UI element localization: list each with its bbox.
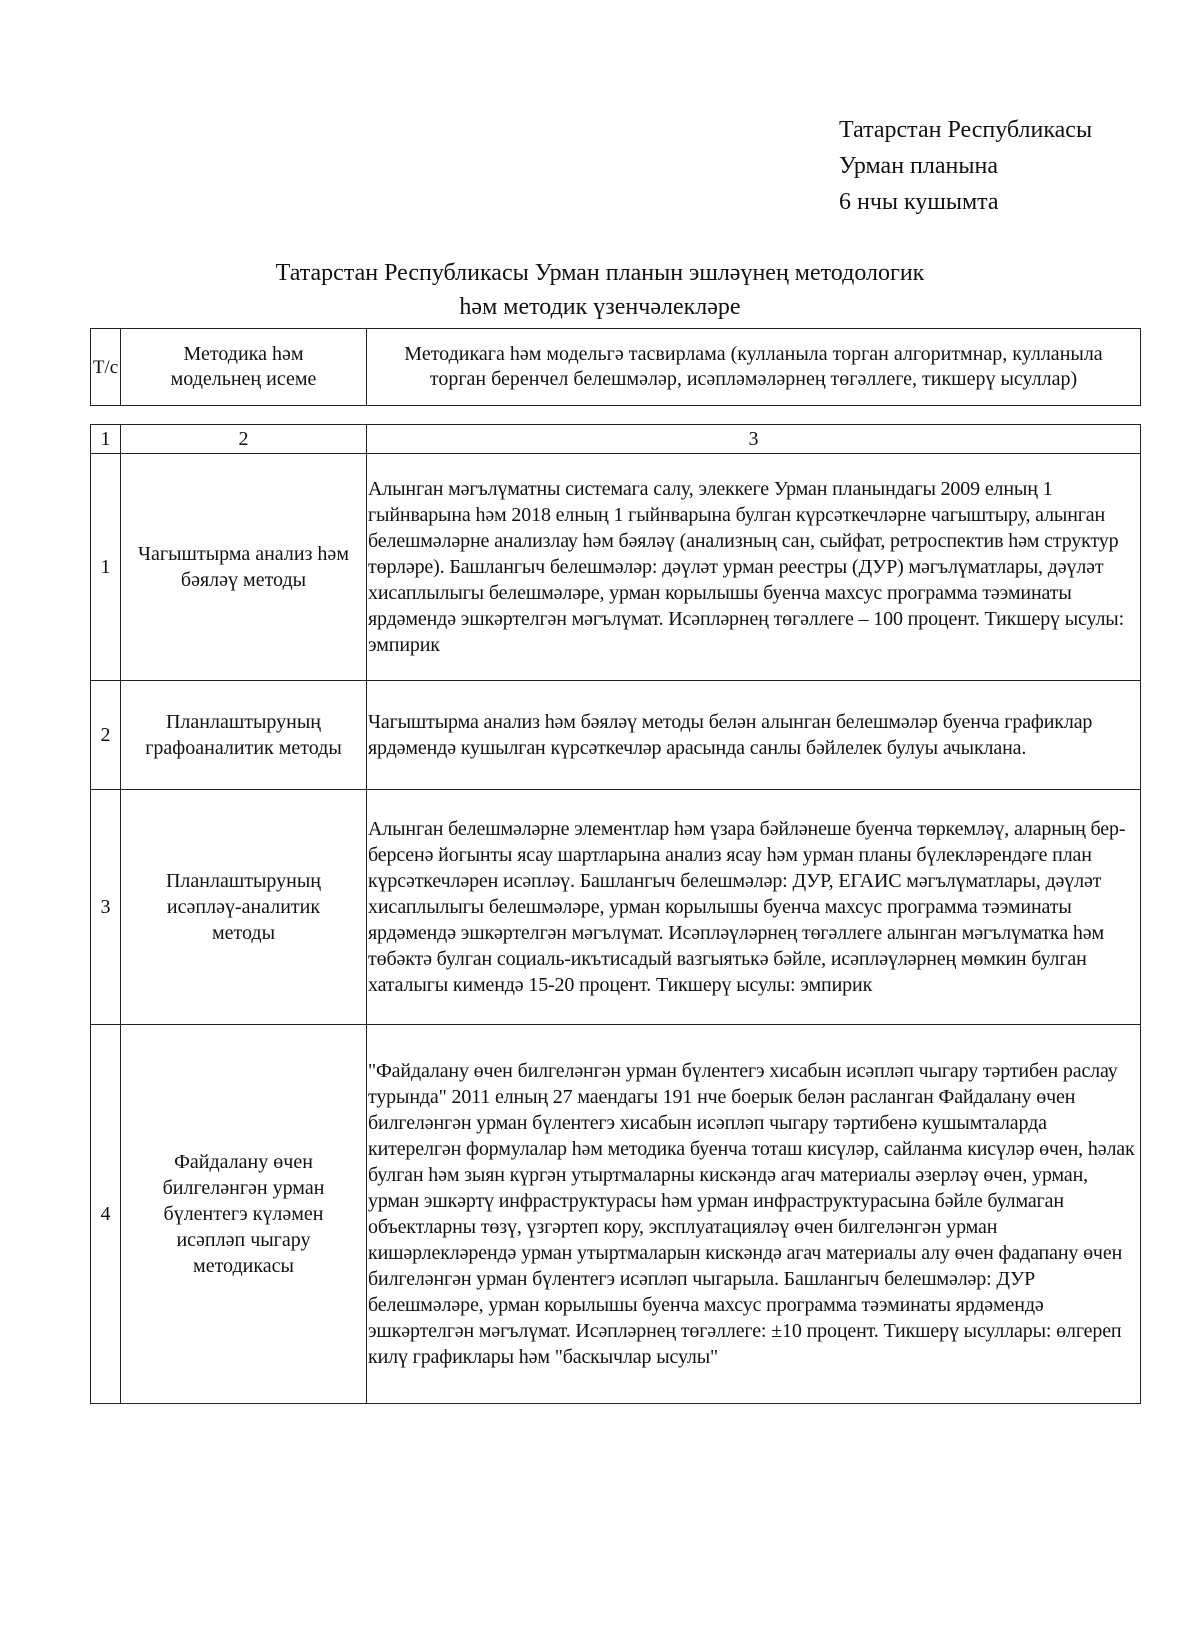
- appendix-line-number: 6 нчы кушымта: [839, 189, 999, 215]
- method-name: Планлаштыруның исәпләү-аналитик методы: [121, 790, 367, 1025]
- document-title-line-1: Татарстан Республикасы Урман планын эшләүнең методологик: [275, 260, 925, 286]
- method-name: Файдалану өчен билгеләнгән урман бүлентегэ күләмен исәпләп чыгару методикасы: [121, 1025, 367, 1404]
- table-header-row: [91, 329, 1141, 406]
- column-number-cell: 3: [367, 425, 1141, 454]
- method-description: Алынган мәгълүматны системага салу, элеккеге Урман планындагы 2009 елның 1 гыйнварына һәм 2018 елның 1 гыйнварына булган күрсәткечләрне чагыштыру, алынган белешмәләрне анализлау һәм бәяләү (анализның сан, сыйфат, ретроспектив һәм структур төрләре). Башлангыч белешмәләр: дәүләт урман реестры (ДУР) мәгълүматлары, дәүләт хисаплылыгы белешмәләре, урман корылышы буенча махсус программа тәэминаты ярдәмендә эшкәртелгән мәгълүмат. Исәпләрнең төгәллеге – 100 процент. Тикшерү ысулы: эмпирик: [367, 454, 1141, 681]
- appendix-line-forest-plan: Урман планына: [839, 153, 998, 179]
- method-description: "Файдалану өчен билгеләнгән урман бүлентегэ хисабын исәпләп чыгару тәртибен раслау турында" 2011 елның 27 маендагы 191 нче боерык белән расланган Файдалану өчен билгеләнгән урман бүлентегэ хисабын исәпләп чыгару тәртибенә кушымталарда китерелгән формулалар һәм методика буенча тоташ кисүләр, сайланма кисүләр өчен, һәлак булган һәм зыян күргән утыртмаларны кискәндә агач материалы әзерләү өчен, урман, урман эшкәртү инфраструктурасы һәм урман инфраструктурасына бәйле булмаган объектларны төзү, үзгәртеп кору, эксплуатацияләү өчен билгеләнгән урман кишәрлекләрендә урман утыртмаларын кискәндә агач материалы алу өчен фадапану өчен билгеләнгән урман бүлентегэ исәпләп чыгарыла. Башлангыч белешмәләр: ДУР белешмәләре, урман корылышы буенча махсус программа тәэминаты ярдәмендә эшкәртелгән мәгълүмат. Исәпләрнең төгәллеге: ±10 процент. Тикшерү ысуллары: өлгереп килү графиклары һәм "баскычлар ысулы": [367, 1025, 1141, 1404]
- method-name: Планлаштыруның графоаналитик методы: [121, 681, 367, 790]
- appendix-line-republic: Татарстан Республикасы: [839, 117, 1093, 143]
- table-row: [91, 454, 1141, 681]
- table-row: [91, 681, 1141, 790]
- row-number: 4: [91, 1025, 121, 1404]
- appendix-label: [839, 112, 1092, 220]
- document-title: [150, 256, 1050, 324]
- row-number: 1: [91, 454, 121, 681]
- column-number-row: [91, 425, 1141, 454]
- method-description: Чагыштырма анализ һәм бәяләү методы белән алынган белешмәләр буенча графиклар ярдәмендә кушылган күрсәткечләр арасында санлы бәйлелек булуы ачыклана.: [367, 681, 1141, 790]
- column-number-cell: 1: [91, 425, 121, 454]
- row-number: 2: [91, 681, 121, 790]
- method-name: Чагыштырма анализ һәм бәяләү методы: [121, 454, 367, 681]
- row-number: 3: [91, 790, 121, 1025]
- header-cell-method-name: Методика һәм модельнең исеме: [121, 329, 367, 406]
- document-title-line-2: һәм методик үзенчәлекләре: [459, 294, 741, 320]
- methods-table: [90, 424, 1141, 1404]
- table-row: [91, 790, 1141, 1025]
- method-description: Алынган белешмәләрне элементлар һәм үзара бәйләнеше буенча төркемләү, аларның бер-берсенә йогынты ясау шартларына анализ ясау һәм урман планы бүлекләрендәге план күрсәткечләрен исәпләү. Башлангыч белешмәләр: ДУР, ЕГАИС мәгълүматлары, дәүләт хисаплылыгы белешмәләре, урман корылышы буенча махсус программа тәэминаты ярдәмендә эшкәртелгән мәгълүмат. Исәпләүләрнең төгәллеге алынган мәгълүматка һәм төбәктә булган социаль-икътисадый вазгыятькә бәйле, исәпләүләрнең мөмкин булган хаталыгы кимендә 15-20 процент. Тикшерү ысулы: эмпирик: [367, 790, 1141, 1025]
- table-row: [91, 1025, 1141, 1404]
- column-number-cell: 2: [121, 425, 367, 454]
- header-cell-number: Т/с: [91, 329, 121, 406]
- table-header: [90, 328, 1141, 406]
- header-cell-description: Методикага һәм модельгә тасвирлама (кулланыла торган алгоритмнар, кулланыла торган беренчел белешмәләр, исәпләмәләрнең төгәллеге, тикшерү ысуллар): [367, 329, 1141, 406]
